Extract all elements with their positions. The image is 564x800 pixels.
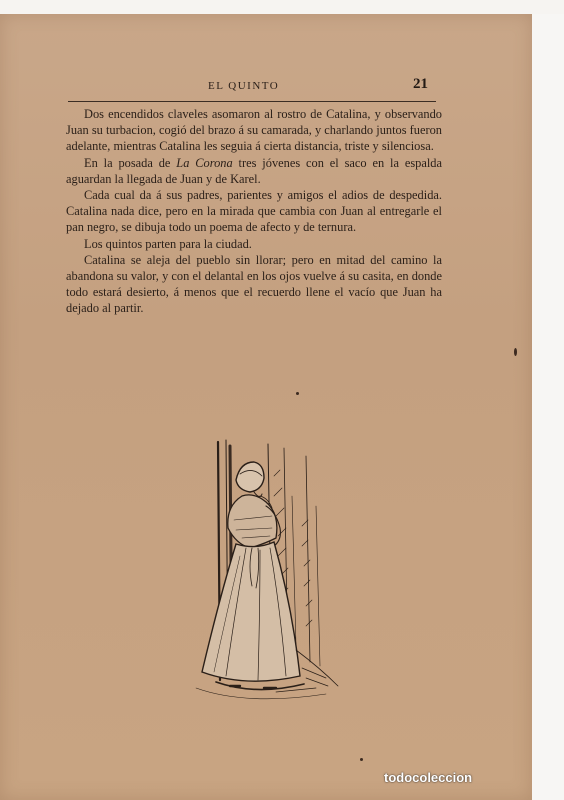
paper-speck	[360, 758, 363, 761]
paper-speck	[296, 392, 299, 395]
paragraph-2-before: En la posada de	[84, 155, 177, 170]
paper-speck	[514, 348, 517, 356]
paragraph-2	[66, 155, 442, 187]
watermark-text: todocoleccion	[384, 770, 473, 785]
woman-at-door-illustration	[156, 436, 352, 718]
paragraph-1: Dos encendidos claveles asomaron al rostro de Catalina, y observando Juan su turbacion, cogió del brazo á su camarada, y charlando juntos fueron adelante, mientras Catalina les seguia á cierta distancia, triste y silenciosa.	[66, 107, 442, 154]
running-header	[68, 78, 436, 96]
page-number: 21	[413, 76, 428, 92]
paragraph-5: Catalina se aleja del pueblo sin llorar; pero en mitad del camino la abandona su valor, y con el delantal en los ojos vuelve á su casita, en donde todo estará desierto, á menos que el recuerdo llene el vacío que Juan ha dejado al partir.	[66, 252, 442, 316]
paragraph-2-after: tres jóvenes con el saco en la espalda aguardan la llegada de Juan y de Karel.	[66, 155, 443, 186]
paragraph-4: Los quintos parten para la ciudad.	[84, 236, 252, 251]
running-title: EL QUINTO	[208, 80, 280, 92]
inn-name: La Corona	[176, 155, 233, 170]
header-rule	[68, 101, 436, 102]
paragraph-3: Cada cual da á sus padres, parientes y amigos el adios de despedida. Catalina nada dice, pero en la mirada que cambia con Juan al entregarle el pan negro, se dibuja todo un poema de afecto y de ternura.	[66, 188, 442, 235]
watermark-logo	[384, 770, 472, 785]
body-text	[66, 106, 442, 317]
page-background-edge	[532, 14, 564, 800]
